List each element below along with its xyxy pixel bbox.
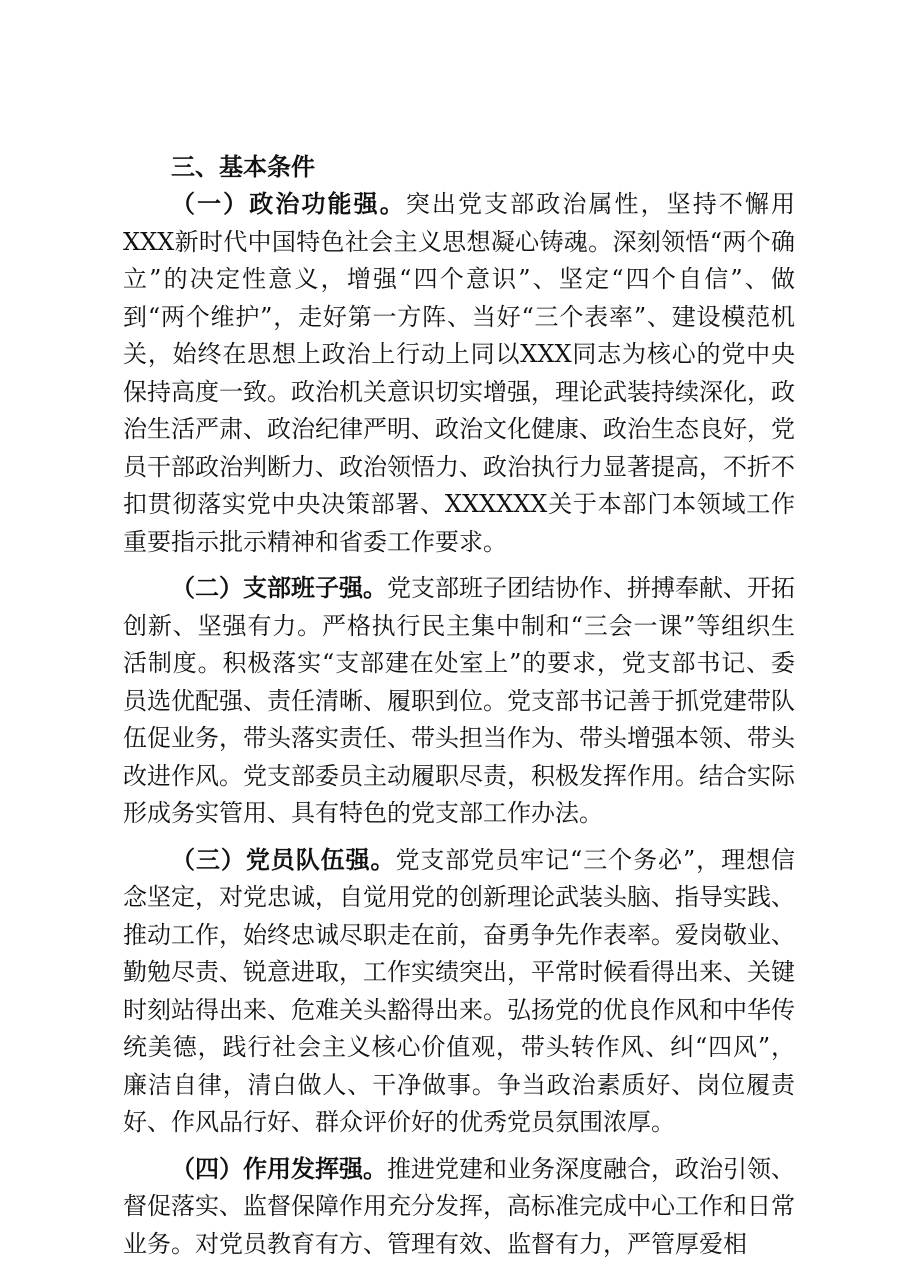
paragraph-text: 党支部班子团结协作、拼搏奉献、开拓创新、坚强有力。严格执行民主集中制和“三会一课”等组织生活制度。积极落实“支部建在处室上”的要求，党支部书记、委员选优配强、责任清晰、履职到位。党支部书记善于抓党建带队伍促业务，带头落实责任、带头担当作为、带头增强本领、带头改进作风。党支部委员主动履职尽责，积极发挥作用。结合实际形成务实管用、具有特色的党支部工作办法。: [123, 574, 795, 827]
document-body: [123, 148, 795, 1263]
section-heading: 三、基本条件: [171, 152, 315, 181]
paragraph-branch-team: [123, 569, 795, 833]
paragraph-member-team: [123, 841, 795, 1142]
paragraph-role-function: [123, 1150, 795, 1264]
paragraph-lead: （一）政治功能强。: [171, 189, 406, 218]
paragraph-text: 党支部党员牢记“三个务必”，理想信念坚定，对党忠诚，自觉用党的创新理论武装头脑、指导实践、推动工作，始终忠诚尽职走在前，奋勇争先作表率。爱岗敬业、勤勉尽责、锐意进取，工作实绩突出，平常时候看得出来、关键时刻站得出来、危难关头豁得出来。弘扬党的优良作风和中华传统美德，践行社会主义核心价值观，带头转作风、纠“四风”，廉洁自律，清白做人、干净做事。争当政治素质好、岗位履责好、作风品行好、群众评价好的优秀党员氛围浓厚。: [123, 845, 796, 1136]
paragraph-political-function: [123, 185, 795, 561]
paragraph-text: 突出党支部政治属性，坚持不懈用XXX新时代中国特色社会主义思想凝心铸魂。深刻领悟“两个确立”的决定性意义，增强“四个意识”、坚定“四个自信”、做到“两个维护”，走好第一方阵、当好“三个表率”、建设模范机关，始终在思想上政治上行动上同以XXX同志为核心的党中央保持高度一致。政治机关意识切实增强，理论武装持续深化，政治生活严肃、政治纪律严明、政治文化健康、政治生态良好，党员干部政治判断力、政治领悟力、政治执行力显著提高，不折不扣贯彻落实党中央决策部署、XXXXXX关于本部门本领域工作重要指示批示精神和省委工作要求。: [123, 190, 796, 556]
paragraph-lead: （四）作用发挥强。: [171, 1153, 387, 1183]
paragraph-lead: （三）党员队伍强。: [171, 844, 396, 874]
paragraph-lead: （二）支部班子强。: [171, 573, 387, 602]
paragraph-text: 推进党建和业务深度融合，政治引领、督促落实、监督保障作用充分发挥，高标准完成中心工作和日常业务。对党员教育有方、管理有效、监督有力，严管厚爱相: [123, 1154, 795, 1258]
